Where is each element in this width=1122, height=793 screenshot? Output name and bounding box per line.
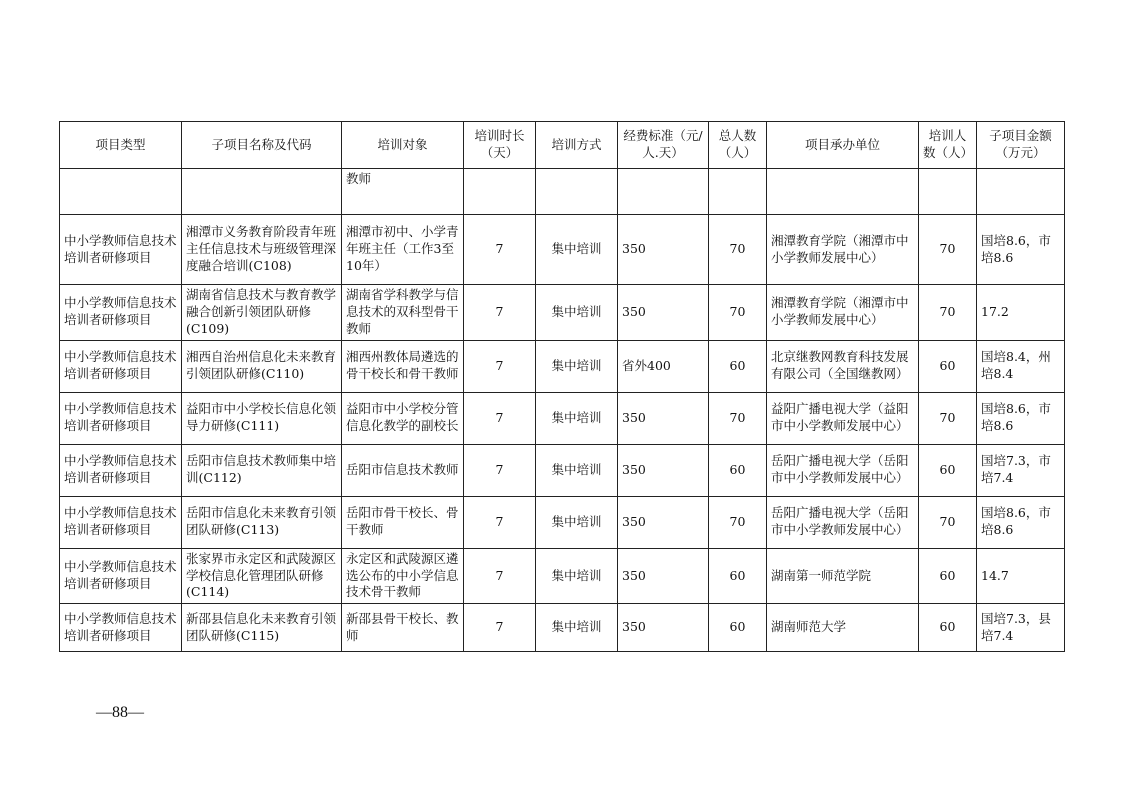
- table-cell: 北京继教网教育科技发展有限公司（全国继教网）: [767, 340, 919, 392]
- header-cell: 子项目金额（万元）: [977, 122, 1065, 169]
- table-cell: 350: [618, 392, 709, 444]
- table-cell: 湘西自治州信息化未来教育引领团队研修(C110): [182, 340, 342, 392]
- table-cell: 集中培训: [536, 496, 618, 548]
- table-cell: 国培7.3，县培7.4: [977, 604, 1065, 652]
- table-cell: 70: [709, 392, 767, 444]
- header-cell: 培训人数（人）: [919, 122, 977, 169]
- table-cell: 张家界市永定区和武陵源区学校信息化管理团队研修(C114): [182, 548, 342, 604]
- table-cell: [182, 169, 342, 215]
- table-row: [60, 604, 1065, 652]
- table-row: [60, 444, 1065, 496]
- table-row: [60, 496, 1065, 548]
- table-cell: 国培8.6，市培8.6: [977, 496, 1065, 548]
- table-cell: 湖南省学科教学与信息技术的双科型骨干教师: [342, 285, 464, 341]
- table-cell: 国培8.4，州培8.4: [977, 340, 1065, 392]
- table-cell: 14.7: [977, 548, 1065, 604]
- table-cell: 350: [618, 496, 709, 548]
- table-cell: 70: [709, 285, 767, 341]
- table-row: [60, 215, 1065, 285]
- table-cell: [977, 169, 1065, 215]
- table-cell: 国培8.6，市培8.6: [977, 215, 1065, 285]
- table-cell: 70: [709, 215, 767, 285]
- table-cell: 60: [709, 604, 767, 652]
- header-cell: 子项目名称及代码: [182, 122, 342, 169]
- table-cell: 70: [919, 392, 977, 444]
- table-cell: 集中培训: [536, 392, 618, 444]
- table-cell: 岳阳市骨干校长、骨干教师: [342, 496, 464, 548]
- table-cell: 新邵县信息化未来教育引领团队研修(C115): [182, 604, 342, 652]
- header-cell: 培训对象: [342, 122, 464, 169]
- table-cell: 国培8.6，市培8.6: [977, 392, 1065, 444]
- table-row: [60, 548, 1065, 604]
- table-cell: 中小学教师信息技术培训者研修项目: [60, 285, 182, 341]
- table-cell: 60: [709, 340, 767, 392]
- table-cell: 新邵县骨干校长、教师: [342, 604, 464, 652]
- table-cell: [919, 169, 977, 215]
- table-row: [60, 285, 1065, 341]
- table-cell: 集中培训: [536, 548, 618, 604]
- table-cell: 7: [464, 215, 536, 285]
- table-row: [60, 340, 1065, 392]
- table-cell: 350: [618, 285, 709, 341]
- table-cell: [536, 169, 618, 215]
- table-cell: 教师: [342, 169, 464, 215]
- table-cell: 70: [919, 285, 977, 341]
- table-cell: 60: [709, 548, 767, 604]
- table-cell: 350: [618, 444, 709, 496]
- table-cell: 60: [709, 444, 767, 496]
- table-cell: 60: [919, 444, 977, 496]
- table-cell: 350: [618, 215, 709, 285]
- table-cell: [618, 169, 709, 215]
- table-cell: 中小学教师信息技术培训者研修项目: [60, 548, 182, 604]
- table-cell: 60: [919, 340, 977, 392]
- table-row: [60, 392, 1065, 444]
- table-cell: 集中培训: [536, 340, 618, 392]
- table-cell: 湖南省信息技术与教育教学融合创新引领团队研修(C109): [182, 285, 342, 341]
- table-cell: 岳阳市信息技术教师: [342, 444, 464, 496]
- table-cell: 集中培训: [536, 215, 618, 285]
- table-cell: 7: [464, 392, 536, 444]
- table-cell: 70: [919, 215, 977, 285]
- table-cell: [767, 169, 919, 215]
- table-cell: 中小学教师信息技术培训者研修项目: [60, 392, 182, 444]
- table-cell: 7: [464, 285, 536, 341]
- table-cell: [464, 169, 536, 215]
- table-cell: 集中培训: [536, 604, 618, 652]
- page-number: —88—: [96, 704, 144, 721]
- table-cell: 岳阳广播电视大学（岳阳市中小学教师发展中心）: [767, 444, 919, 496]
- table-cell: 7: [464, 444, 536, 496]
- table-cell: 17.2: [977, 285, 1065, 341]
- continuation-row: [60, 169, 1065, 215]
- table-cell: 中小学教师信息技术培训者研修项目: [60, 604, 182, 652]
- table-cell: [709, 169, 767, 215]
- header-cell: 经费标准（元/人.天）: [618, 122, 709, 169]
- table-cell: [60, 169, 182, 215]
- table-cell: 岳阳广播电视大学（岳阳市中小学教师发展中心）: [767, 496, 919, 548]
- header-cell: 培训时长（天）: [464, 122, 536, 169]
- table-cell: 7: [464, 604, 536, 652]
- header-row: [60, 122, 1065, 169]
- table-cell: 中小学教师信息技术培训者研修项目: [60, 496, 182, 548]
- table-cell: 湘西州教体局遴选的骨干校长和骨干教师: [342, 340, 464, 392]
- table-cell: 益阳市中小学校长信息化领导力研修(C111): [182, 392, 342, 444]
- table-cell: 中小学教师信息技术培训者研修项目: [60, 340, 182, 392]
- table-cell: 益阳市中小学校分管信息化教学的副校长: [342, 392, 464, 444]
- table-cell: 集中培训: [536, 285, 618, 341]
- table-cell: 湖南师范大学: [767, 604, 919, 652]
- table-cell: 湘潭教育学院（湘潭市中小学教师发展中心）: [767, 285, 919, 341]
- table-cell: 湘潭市初中、小学青年班主任（工作3至10年）: [342, 215, 464, 285]
- header-cell: 培训方式: [536, 122, 618, 169]
- table-cell: 岳阳市信息化未来教育引领团队研修(C113): [182, 496, 342, 548]
- header-cell: 项目承办单位: [767, 122, 919, 169]
- table-cell: 湖南第一师范学院: [767, 548, 919, 604]
- table-cell: 7: [464, 496, 536, 548]
- table-cell: 70: [709, 496, 767, 548]
- table-cell: 中小学教师信息技术培训者研修项目: [60, 444, 182, 496]
- table-cell: 60: [919, 604, 977, 652]
- table-cell: 省外400: [618, 340, 709, 392]
- table-cell: 国培7.3，市培7.4: [977, 444, 1065, 496]
- header-cell: 总人数（人）: [709, 122, 767, 169]
- table-cell: 永定区和武陵源区遴选公布的中小学信息技术骨干教师: [342, 548, 464, 604]
- table-cell: 岳阳市信息技术教师集中培训(C112): [182, 444, 342, 496]
- table-cell: 7: [464, 548, 536, 604]
- table-cell: 益阳广播电视大学（益阳市中小学教师发展中心）: [767, 392, 919, 444]
- table-cell: 湘潭教育学院（湘潭市中小学教师发展中心）: [767, 215, 919, 285]
- table-cell: 7: [464, 340, 536, 392]
- table-cell: 70: [919, 496, 977, 548]
- table-cell: 中小学教师信息技术培训者研修项目: [60, 215, 182, 285]
- table-cell: 350: [618, 604, 709, 652]
- project-table: [59, 121, 1065, 652]
- table-cell: 集中培训: [536, 444, 618, 496]
- table-cell: 60: [919, 548, 977, 604]
- table-cell: 湘潭市义务教育阶段青年班主任信息技术与班级管理深度融合培训(C108): [182, 215, 342, 285]
- header-cell: 项目类型: [60, 122, 182, 169]
- table-cell: 350: [618, 548, 709, 604]
